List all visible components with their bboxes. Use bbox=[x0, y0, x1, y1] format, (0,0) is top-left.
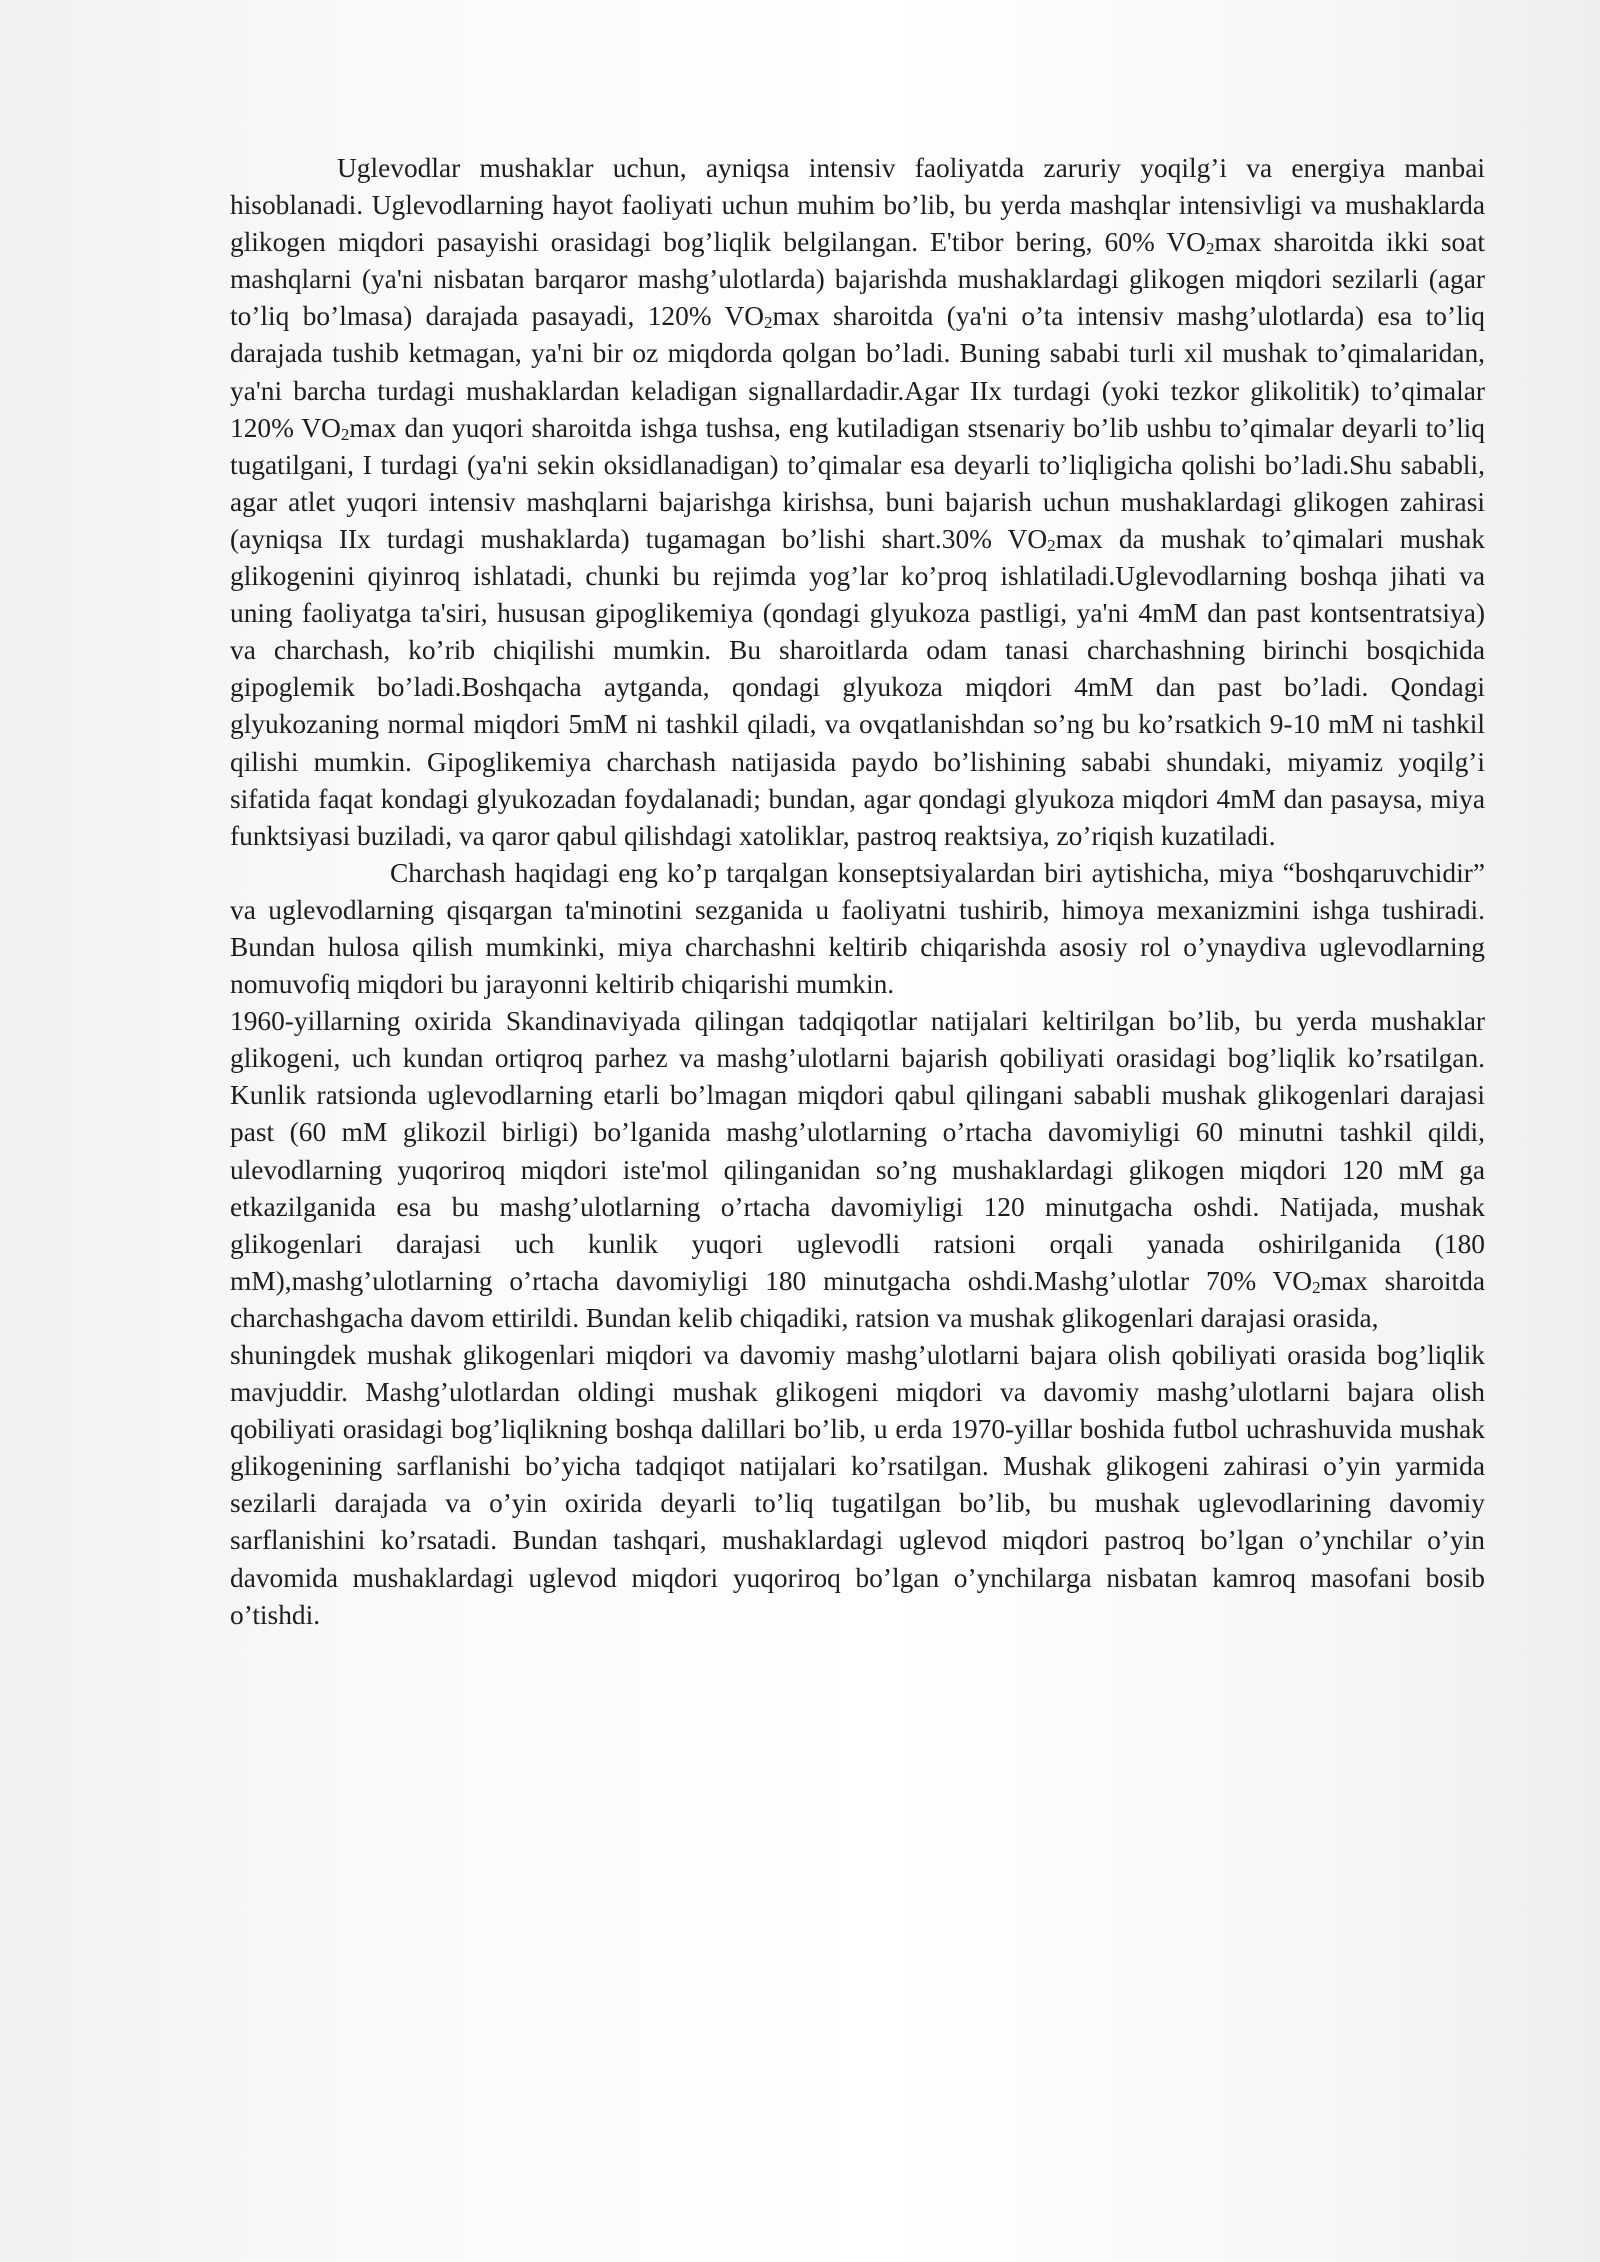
text-run: 1960-yillarning oxirida Skandinaviyada qilingan tadqiqotlar natijalari keltirilgan bo’lib, bu yerda mushaklar glikogeni, uch kundan ortiqroq parhez va mashg’ulotlarni bajarish qobiliyati orasidagi bog’liqlik ko’rsatilgan. Kunlik ratsionda uglevodlarning etarli bo’lmagan miqdori qabul qilingani sababli mushak glikogenlari darajasi past (60 mM glikozil birligi) bo’lganida mashg’ulotlarning o’rtacha davomiyligi 60 minutni tashkil qildi, ulevodlarning yuqoriroq miqdori iste'mol qilinganidan so’ng mushaklardagi glikogen miqdori 120 mM ga etkazilganida esa bu mashg’ulotlarning o’rtacha davomiyligi 120 minutgacha oshdi. Natijada, mushak glikogenlari darajasi uch kunlik yuqori uglevodli ratsioni orqali yanada oshirilganida (180 mM),mashg’ulotlarning o’rtacha davomiyligi 180 minutgacha oshdi.Mashg’ulotlar 70% VO bbox=[230, 1006, 1485, 1296]
text-run: Uglevodlar mushaklar uchun, ayniqsa intensiv faoliyatda zaruriy yoqilg’i va energiya manbai hisoblanadi. Uglevodlarning hayot faoliyati uchun muhim bo’lib, bu yerda mashqlar intensivligi va mushaklarda glikogen miqdori pasayishi orasidagi bog’liqlik belgilangan. E'tibor bering, 60% VO bbox=[230, 153, 1485, 258]
document-body bbox=[230, 150, 1485, 1634]
paragraph-fatigue-concept bbox=[230, 855, 1485, 1003]
text-run: shuningdek mushak glikogenlari miqdori va davomiy mashg’ulotlarni bajara olish qobiliyati orasida bog’liqlik mavjuddir. Mashg’ulotlardan oldingi mushak glikogeni miqdori va davomiy mashg’ulotlarni bajara olish qobiliyati orasidagi bog’liqlikning boshqa dalillari bo’lib, u erda 1970-yillar boshida futbol uchrashuvida mushak glikogenining sarflanishi bo’yicha tadqiqot natijalari ko’rsatilgan. Mushak glikogeni zahirasi o’yin yarmida sezilarli darajada va o’yin oxirida deyarli to’liq tugatilgan bo’lib, bu mushak uglevodlarining davomiy sarflanishini ko’rsatadi. Bundan tashqari, mushaklardagi uglevod miqdori pastroq bo’lgan o’ynchilar o’yin davomida mushaklardagi uglevod miqdori yuqoriroq bo’lgan o’ynchilarga nisbatan kamroq masofani bosib o’tishdi. bbox=[230, 1340, 1485, 1630]
text-run: max dan yuqori sharoitda ishga tushsa, eng kutiladigan stsenariy bo’lib ushbu to’qimalar deyarli to’liq tugatilgani, I turdagi (ya'ni sekin oksidlanadigan) to’qimalar esa deyarli to’liqligicha qolishi bo’ladi.Shu sababli, agar atlet yuqori intensiv mashqlarni bajarishga kirishsa, buni bajarish uchun mushaklardagi glikogen zahirasi (ayniqsa IIx turdagi mushaklarda) tugamagan bo’lishi shart.30% VO bbox=[230, 412, 1485, 554]
paragraph-carbohydrates-intensity bbox=[230, 150, 1485, 855]
subscript: 2 bbox=[1205, 239, 1215, 259]
subscript: 2 bbox=[764, 313, 773, 333]
text-run: Charchash haqidagi eng ko’p tarqalgan konseptsiyalardan biri aytishicha, miya “boshqaruvchidir” va uglevodlarning qisqargan ta'minotini sezganida u faoliyatni tushirib, himoya mexanizmini ishga tushiradi. Bundan hulosa qilish mumkinki, miya charchashni keltirib chiqarishda asosiy rol o’ynaydiva uglevodlarning nomuvofiq miqdori bu jarayonni keltirib chiqarishi mumkin. bbox=[230, 857, 1485, 1000]
text-run: max sharoitda (ya'ni o’ta intensiv mashg’ulotlarda) esa to’liq darajada tushib ketmagan, ya'ni bir oz miqdorda qolgan bo’ladi. Buning sababi turli xil mushak to’qimalaridan, ya'ni barcha turdagi mushaklardan keladigan signallardadir.Agar IIx turdagi (yoki tezkor glikolitik) to’qimalar 120% VO bbox=[230, 301, 1486, 443]
paragraph-scandinavian-studies bbox=[230, 1003, 1485, 1337]
paragraph-football-study bbox=[230, 1337, 1485, 1634]
text-run: max sharoitda ikki soat mashqlarni (ya'ni nisbatan barqaror mashg’ulotlarda) bajarishda mushaklardagi glikogen miqdori sezilarli (agar to’liq bo’lmasa) darajada pasayadi, 120% VO bbox=[230, 227, 1485, 332]
subscript: 2 bbox=[1312, 1277, 1321, 1297]
text-run: max sharoitda charchashgacha davom ettirildi. Bundan kelib chiqadiki, ratsion va mushak glikogenlari darajasi orasida, bbox=[230, 1265, 1485, 1333]
text-run: max da mushak to’qimalari mushak glikogenini qiyinroq ishlatadi, chunki bu rejimda yog’lar ko’proq ishlatiladi.Uglevodlarning boshqa jihati va uning faoliyatga ta'siri, hususan gipoglikemiya (qondagi glyukoza pastligi, ya'ni 4mM dan past kontsentratsiya) va charchash, ko’rib chiqilishi mumkin. Bu sharoitlarda odam tanasi charchashning birinchi bosqichida gipoglemik bo’ladi.Boshqacha aytganda, qondagi glyukoza miqdori 4mM dan past bo’ladi. Qondagi glyukozaning normal miqdori 5mM ni tashkil qiladi, va ovqatlanishdan so’ng bu ko’rsatkich 9-10 mM ni tashkil qilishi mumkin. Gipoglikemiya charchash natijasida paydo bo’lishining sababi shundaki, miyamiz yoqilg’i sifatida faqat kondagi glyukozadan foydalanadi; bundan, agar qondagi glyukoza miqdori 4mM dan pasaysa, miya funktsiyasi buziladi, va qaror qabul qilishdagi xatoliklar, pastroq reaktsiya, zo’riqish kuzatiladi. bbox=[230, 523, 1485, 851]
subscript: 2 bbox=[340, 424, 350, 444]
subscript: 2 bbox=[1047, 535, 1056, 555]
